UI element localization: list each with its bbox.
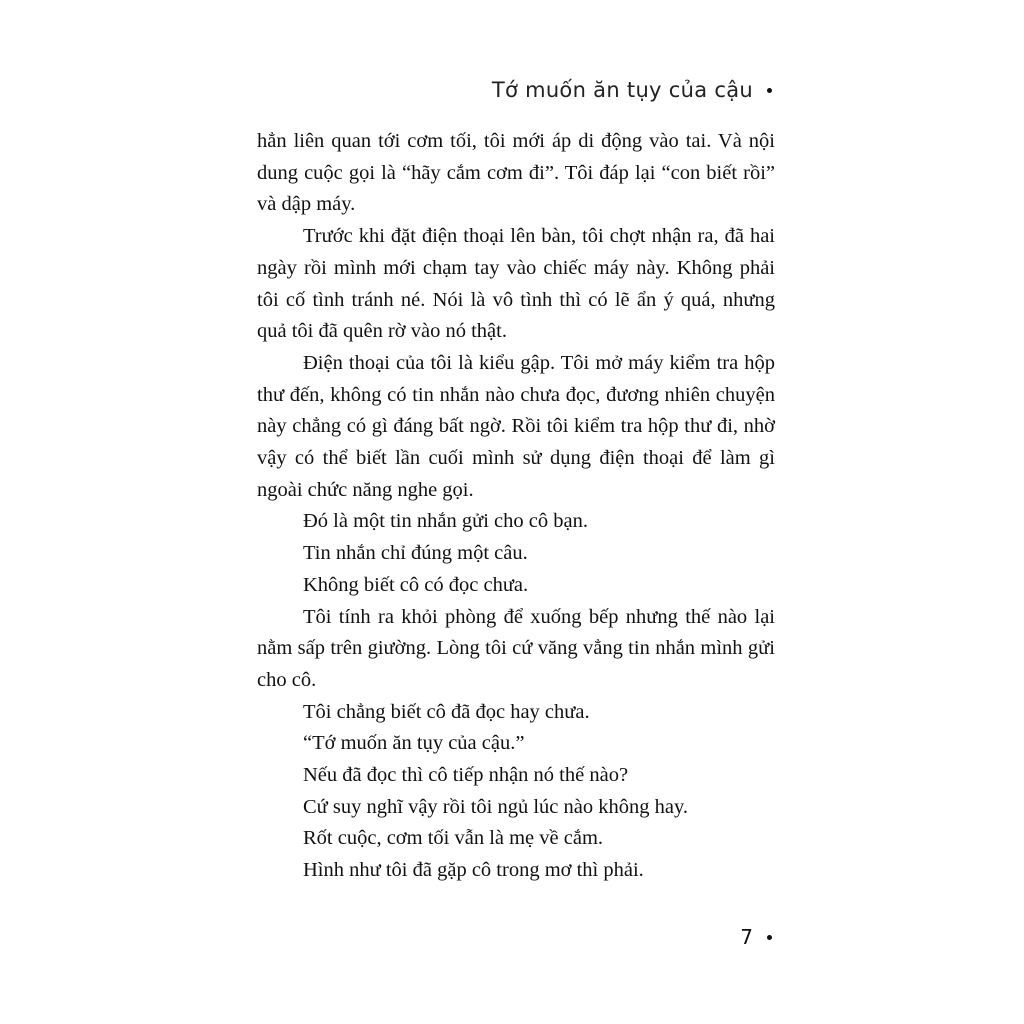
paragraph: Tôi chẳng biết cô đã đọc hay chưa. (303, 700, 590, 723)
page-number-label: 7 (740, 925, 753, 949)
running-title: Tớ muốn ăn tụy của cậu (491, 78, 753, 102)
page-number (740, 925, 772, 949)
paragraph: Hình như tôi đã gặp cô trong mơ thì phải. (303, 859, 644, 882)
paragraph: Nếu đã đọc thì cô tiếp nhận nó thế nào? (303, 764, 629, 787)
running-header (492, 78, 772, 102)
paragraph: Trước khi đặt điện thoại lên bàn, tôi chợt nhận ra, đã hai ngày rồi mình mới chạm tay vào chiếc máy này. Không phải tôi cố tình tránh né. Nói là vô tình thì có lẽ ẩn ý quá, nhưng quả tôi đã quên rờ vào nó thật. (257, 225, 775, 343)
body-text (257, 126, 775, 887)
paragraph: Tôi tính ra khỏi phòng để xuống bếp nhưng thế nào lại nằm sấp trên giường. Lòng tôi cứ văng vẳng tin nhắn mình gửi cho cô. (257, 605, 775, 691)
header-bullet-dot (767, 88, 772, 93)
paragraph: hẳn liên quan tới cơm tối, tôi mới áp di động vào tai. Và nội dung cuộc gọi là “hãy cắm cơm đi”. Tôi đáp lại “con biết rồi” và dập máy. (257, 130, 775, 216)
paragraph: Rốt cuộc, cơm tối vẫn là mẹ về cắm. (303, 827, 604, 850)
paragraph: Cứ suy nghĩ vậy rồi tôi ngủ lúc nào không hay. (303, 795, 689, 818)
paragraph: “Tớ muốn ăn tụy của cậu.” (303, 732, 525, 755)
paragraph: Tin nhắn chỉ đúng một câu. (303, 542, 528, 565)
footer-bullet-dot (767, 935, 772, 940)
paragraph: Không biết cô có đọc chưa. (303, 573, 529, 596)
paragraph: Đó là một tin nhắn gửi cho cô bạn. (303, 510, 588, 533)
paragraph: Điện thoại của tôi là kiểu gập. Tôi mở máy kiểm tra hộp thư đến, không có tin nhắn nào chưa đọc, đương nhiên chuyện này chẳng có gì đáng bất ngờ. Rồi tôi kiểm tra hộp thư đi, nhờ vậy có thể biết lần cuối mình sử dụng điện thoại để làm gì ngoài chức năng nghe gọi. (257, 351, 775, 501)
